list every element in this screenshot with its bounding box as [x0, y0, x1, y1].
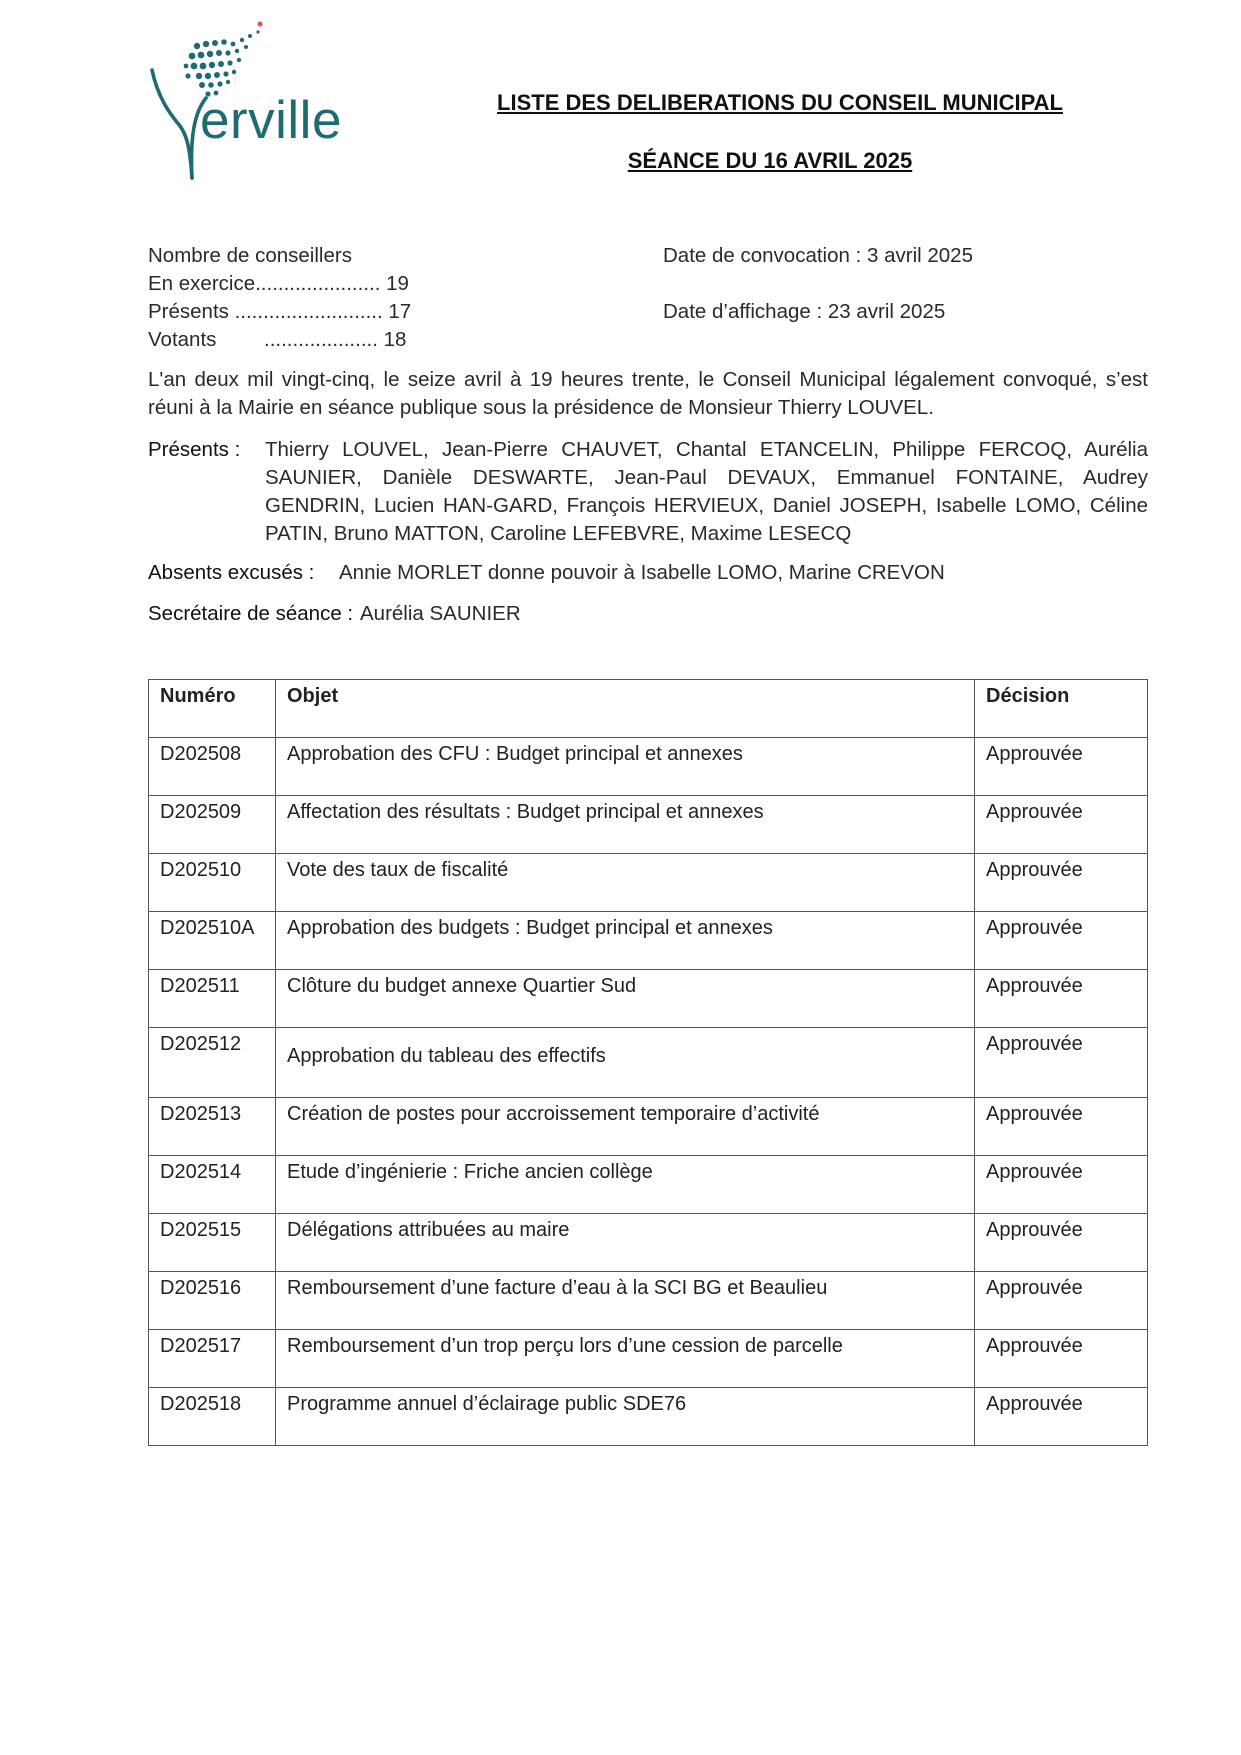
- count-en-exercice: En exercice...................... 19: [148, 272, 409, 295]
- deliberations-table: [148, 679, 1148, 1446]
- absents-label: Absents excusés :: [148, 561, 315, 584]
- table-row: [149, 1388, 1148, 1446]
- cell-decision: Approuvée: [975, 1098, 1148, 1156]
- header-decision: Décision: [975, 680, 1148, 738]
- logo-text: erville: [200, 91, 342, 150]
- cell-decision: Approuvée: [975, 738, 1148, 796]
- cell-decision: Approuvée: [975, 1214, 1148, 1272]
- absents-names: Annie MORLET donne pouvoir à Isabelle LOMO, Marine CREVON: [339, 561, 945, 584]
- cell-objet: Approbation des CFU : Budget principal et annexes: [276, 738, 975, 796]
- header-numero: Numéro: [149, 680, 276, 738]
- table-row: [149, 1272, 1148, 1330]
- cell-objet: Remboursement d’un trop perçu lors d’une cession de parcelle: [276, 1330, 975, 1388]
- cell-decision: Approuvée: [975, 1388, 1148, 1446]
- cell-numero: D202516: [149, 1272, 276, 1330]
- table-row: [149, 1028, 1148, 1098]
- cell-objet: Clôture du budget annexe Quartier Sud: [276, 970, 975, 1028]
- count-votants-value: .................... 18: [264, 328, 407, 351]
- cell-numero: D202518: [149, 1388, 276, 1446]
- cell-numero: D202514: [149, 1156, 276, 1214]
- cell-objet: Approbation du tableau des effectifs: [276, 1028, 975, 1098]
- logo-wordmark: [200, 91, 342, 150]
- table-row: [149, 738, 1148, 796]
- cell-numero: D202509: [149, 796, 276, 854]
- cell-numero: D202515: [149, 1214, 276, 1272]
- cell-objet: Programme annuel d’éclairage public SDE76: [276, 1388, 975, 1446]
- cell-numero: D202512: [149, 1028, 276, 1098]
- count-presents: Présents .......................... 17: [148, 300, 412, 323]
- cell-numero: D202513: [149, 1098, 276, 1156]
- header-objet: Objet: [276, 680, 975, 738]
- counts-heading: Nombre de conseillers: [148, 244, 352, 267]
- cell-numero: D202510: [149, 854, 276, 912]
- date-affichage: Date d’affichage : 23 avril 2025: [663, 300, 946, 323]
- cell-numero: D202508: [149, 738, 276, 796]
- count-votants-label: Votants: [148, 328, 217, 351]
- document-title: LISTE DES DELIBERATIONS DU CONSEIL MUNICIPAL: [497, 90, 1063, 115]
- cell-decision: Approuvée: [975, 1156, 1148, 1214]
- cell-decision: Approuvée: [975, 1272, 1148, 1330]
- document-subtitle: SÉANCE DU 16 AVRIL 2025: [627, 148, 913, 173]
- cell-decision: Approuvée: [975, 854, 1148, 912]
- presents-names: Thierry LOUVEL, Jean-Pierre CHAUVET, Chantal ETANCELIN, Philippe FERCOQ, Aurélia SAUNIER, Danièle DESWARTE, Jean-Paul DEVAUX, Emmanuel FONTAINE, Audrey GENDRIN, Lucien HAN-GARD, François HERVIEUX, Daniel JOSEPH, Isabelle LOMO, Céline PATIN, Bruno MATTON, Caroline LEFEBVRE, Maxime LESECQ: [265, 438, 1148, 545]
- cell-decision: Approuvée: [975, 1330, 1148, 1388]
- cell-objet: Etude d’ingénierie : Friche ancien collège: [276, 1156, 975, 1214]
- cell-numero: D202517: [149, 1330, 276, 1388]
- table-row: [149, 1156, 1148, 1214]
- table-row: [149, 970, 1148, 1028]
- secretaire-name: Aurélia SAUNIER: [360, 602, 521, 625]
- table-row: [149, 1214, 1148, 1272]
- cell-objet: Vote des taux de fiscalité: [276, 854, 975, 912]
- cell-decision: Approuvée: [975, 796, 1148, 854]
- cell-numero: D202511: [149, 970, 276, 1028]
- table-row: [149, 912, 1148, 970]
- cell-objet: Création de postes pour accroissement temporaire d’activité: [276, 1098, 975, 1156]
- cell-objet: Délégations attribuées au maire: [276, 1214, 975, 1272]
- cell-numero: D202510A: [149, 912, 276, 970]
- cell-decision: Approuvée: [975, 1028, 1148, 1098]
- cell-objet: Affectation des résultats : Budget principal et annexes: [276, 796, 975, 854]
- cell-decision: Approuvée: [975, 970, 1148, 1028]
- table-row: [149, 1330, 1148, 1388]
- intro-paragraph: L'an deux mil vingt-cinq, le seize avril à 19 heures trente, le Conseil Municipal légalement convoqué, s’est réuni à la Mairie en séance publique sous la présidence de Monsieur Thierry LOUVEL.: [148, 368, 1148, 419]
- table-row: [149, 1098, 1148, 1156]
- table-row: [149, 796, 1148, 854]
- presents-label: Présents :: [148, 438, 241, 461]
- date-convocation: Date de convocation : 3 avril 2025: [663, 244, 973, 267]
- cell-objet: Approbation des budgets : Budget principal et annexes: [276, 912, 975, 970]
- cell-decision: Approuvée: [975, 912, 1148, 970]
- table-row: [149, 854, 1148, 912]
- cell-objet: Remboursement d’une facture d’eau à la SCI BG et Beaulieu: [276, 1272, 975, 1330]
- secretaire-label: Secrétaire de séance :: [148, 602, 354, 625]
- table-header-row: [149, 680, 1148, 738]
